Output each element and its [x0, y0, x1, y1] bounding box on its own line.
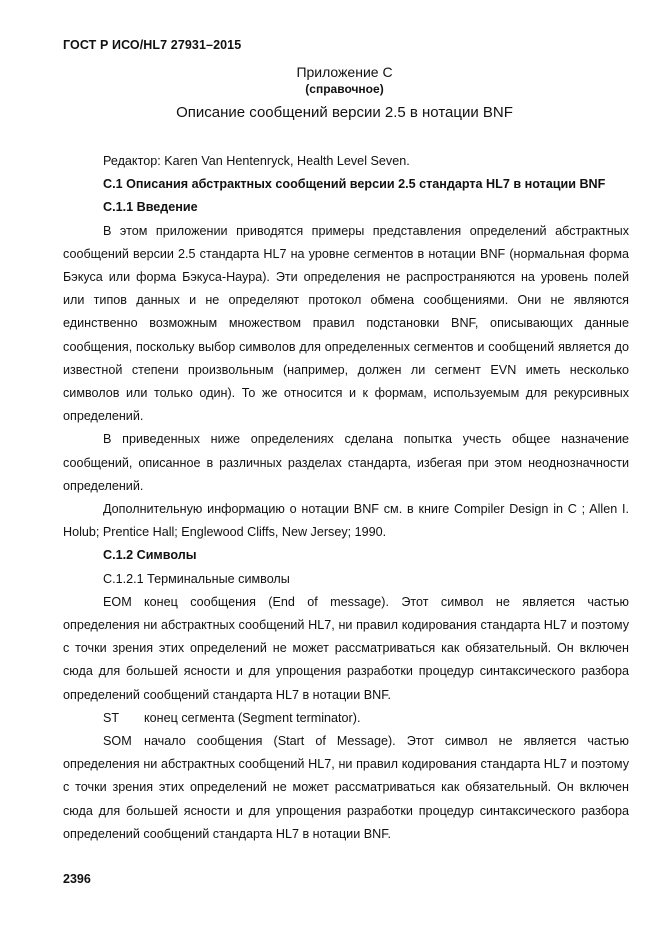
section-c11-heading: С.1.1 Введение	[103, 200, 198, 215]
paragraph-intro: В этом приложении приводятся примеры представления определений абстрактных сообщений версии 2.5 стандарта HL7 на уровне сегментов в нотации BNF (нормальная форма Бэкуса или форма Бэкуса-Наура). Эти определения не распространяются на уровень полей или типов данных и не определяют протокол обмена сообщениями. Они не являются единственно возможным множеством правил подстановки BNF, описывающих данные сообщения, поскольку выбор символов для определенных сегментов и сообщений является до известной степени произвольным (например, должен ли сегмент EVN иметь несколько символов или только один). То же относится и к формам, используемым для рекурсивных определений.	[63, 223, 629, 424]
document-body	[63, 150, 629, 846]
definition-eom	[63, 591, 629, 707]
standard-code-header: ГОСТ Р ИСО/HL7 27931–2015	[63, 38, 242, 52]
editor-line: Редактор: Karen Van Hentenryck, Health Level Seven.	[103, 154, 410, 168]
definition-som-text: начало сообщения (Start of Message). Этот символ не является частью определения ни абстрактных сообщений HL7, ни правил кодирования стандарта HL7 и поэтому с точки зрения этих определений не может рассматриваться как обязательный. Он включен сюда для большей ясности и для упрощения разработки процедур синтаксического разбора определений сообщений стандарта HL7 в нотации BNF.	[63, 734, 629, 841]
appendix-subtitle: (справочное)	[305, 82, 384, 96]
term-som: SOM	[103, 734, 132, 749]
definition-eom-text: конец сообщения (End of message). Этот символ не является частью определения ни абстрактных сообщений HL7, ни правил кодирования стандарта HL7 и поэтому с точки зрения этих определений не может рассматриваться как обязательный. Он включен сюда для большей ясности и для упрощения разработки процедур синтаксического разбора определений сообщений стандарта HL7 в нотации BNF.	[63, 594, 629, 702]
term-eom: EOM	[103, 594, 132, 609]
definition-st-text: конец сегмента (Segment terminator).	[144, 710, 361, 725]
definition-st	[63, 707, 629, 730]
section-c1-heading: С.1 Описания абстрактных сообщений версии 2.5 стандарта HL7 в нотации BNF	[103, 177, 606, 192]
definition-som	[63, 730, 629, 846]
appendix-title: Приложение С	[296, 64, 393, 80]
paragraph-reference: Дополнительную информацию о нотации BNF см. в книге Compiler Design in C ; Allen I. Holub; Prentice Hall; Englewood Cliffs, New Jersey; 1990.	[63, 502, 629, 540]
section-c121-heading: С.1.2.1 Терминальные символы	[103, 571, 290, 586]
page-number: 2396	[63, 872, 91, 886]
paragraph-purpose: В приведенных ниже определениях сделана попытка учесть общее назначение сообщений, описанное в различных разделах стандарта, избегая при этом неоднозначности определений.	[63, 432, 629, 493]
appendix-heading: Описание сообщений версии 2.5 в нотации BNF	[176, 104, 513, 121]
term-st: ST	[103, 710, 120, 725]
section-c12-heading: С.1.2 Символы	[103, 548, 197, 563]
